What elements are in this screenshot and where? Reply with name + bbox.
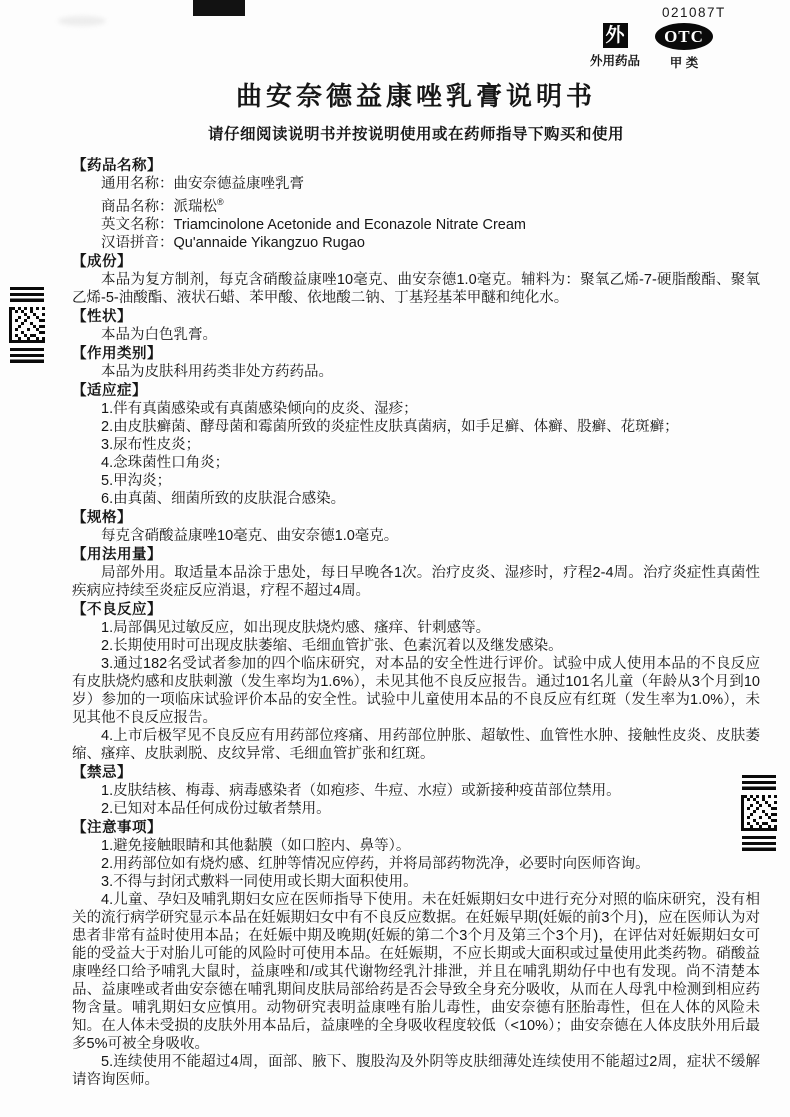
- paragraph: 本品为皮肤科用药类非处方药药品。: [101, 363, 333, 380]
- list-item: 2.已知对本品任何成份过敏者禁用。: [101, 800, 331, 817]
- section-dosage: [72, 546, 760, 600]
- list-item: 3.不得与封闭式敷料一同使用或长期大面积使用。: [101, 873, 418, 890]
- section-indications: [72, 382, 760, 508]
- list-item: 1.伴有真菌感染或有真菌感染倾向的皮炎、湿疹；: [101, 400, 418, 417]
- paragraph: 每克含硝酸益康唑10毫克、曲安奈德1.0毫克。: [101, 527, 399, 544]
- generic-name-row: 通用名称：曲安奈德益康唑乳膏: [101, 176, 304, 192]
- list-item: 4.念珠菌性口角炎；: [101, 454, 230, 471]
- section-heading: 【注意事项】: [72, 819, 162, 836]
- section-contraindications: [72, 764, 760, 818]
- otc-class-label: 甲 类: [669, 56, 699, 70]
- english-name-row: 英文名称：Triamcinolone Acetonide and Econazole Nitrate Cream: [101, 216, 526, 233]
- section-heading: 【禁忌】: [72, 764, 132, 781]
- list-item: 3.通过182名受试者参加的四个临床研究，对本品的安全性进行评价。试验中成人使用本品的不良反应有皮肤烧灼感和皮肤刺激（发生率均为1.6%），未见其他不良反应报告。通过101名儿童（年龄从3个月到10岁）参加的一项临床试验评价本品的安全性。试验中儿童使用本品的不良反应有红斑（发生率为1.0%），未见其他不良反应报告。: [72, 655, 760, 726]
- list-item: 5.甲沟炎；: [101, 472, 172, 489]
- list-item: 1.局部偶见过敏反应，如出现皮肤烧灼感、瘙痒、针刺感等。: [101, 619, 491, 636]
- section-heading: 【性状】: [72, 308, 132, 325]
- page-subtitle: 请仔细阅读说明书并按说明使用或在药师指导下购买和使用: [207, 126, 624, 143]
- barcode-stripes-icon: [742, 775, 776, 790]
- brand-name-row: 商品名称：派瑞松®: [101, 197, 224, 215]
- paragraph: 本品为复方制剂，每克含硝酸益康唑10毫克、曲安奈德1.0毫克。辅料为：聚氧乙烯-7-硬脂酸酯、聚氧乙烯-5-油酸酯、液状石蜡、苯甲酸、依地酸二钠、丁基羟基苯甲醚和纯化水。: [72, 271, 760, 306]
- section-heading: 【成份】: [72, 253, 132, 270]
- header-badges: [586, 5, 726, 71]
- section-heading: 【适应症】: [72, 382, 147, 399]
- list-item: 2.用药部位如有烧灼感、红肿等情况应停药，并将局部药物洗净，必要时向医师咨询。: [101, 855, 650, 872]
- barcode-right: [740, 775, 778, 853]
- section-heading: 【药品名称】: [72, 158, 162, 174]
- section-heading: 【作用类别】: [72, 345, 162, 362]
- list-item: 3.尿布性皮炎；: [101, 436, 201, 453]
- list-item: 6.由真菌、细菌所致的皮肤混合感染。: [101, 490, 346, 507]
- badge-row: [586, 23, 726, 71]
- datamatrix-icon: [741, 795, 777, 831]
- barcode-stripes-icon: [742, 836, 776, 853]
- barcode-left: [8, 287, 46, 365]
- list-item: 4.儿童、孕妇及哺乳期妇女应在医师指导下使用。未在妊娠期妇女中进行充分对照的临床研究，没有相关的流行病学研究显示本品在妊娠期妇女中有不良反应数据。在妊娠早期(妊娠的前3个月)，应在医师认为对患者非常有益时使用本品；在妊娠中期及晚期(妊娠的第二个3个月及第三个3个月)，在评估对妊娠期妇女可能的受益大于对胎儿可能的风险时可使用本品。在妊娠期，不应长期或大面积或过量使用此类药物。硝酸益康唑经口给予哺乳大鼠时，益康唑和/或其代谢物经乳汁排泄，并且在哺乳期幼仔中也有发现。尚不清楚本品、益康唑或者曲安奈德在哺乳期间皮肤局部给药是否会导致全身充分吸收，从而在人母乳中检测到相应药物含量。哺乳期妇女应慎用。动物研究表明益康唑有胎儿毒性，曲安奈德有胚胎毒性，但在人体的风险未知。在人体未受损的皮肤外用本品后，益康唑的全身吸收程度较低（<10%）；曲安奈德在人体皮肤外用后最多5%可被全身吸收。: [72, 891, 760, 1052]
- scan-mark: [193, 0, 245, 16]
- list-item: 2.由皮肤癣菌、酵母菌和霉菌所致的炎症性皮肤真菌病，如手足癣、体癣、股癣、花斑癣；: [101, 418, 679, 435]
- otc-icon: OTC: [655, 23, 713, 50]
- section-drug-name: [72, 157, 760, 252]
- external-use-icon: 外: [603, 23, 628, 48]
- section-description: [72, 308, 760, 344]
- list-item: 4.上市后极罕见不良反应有用药部位疼痛、用药部位肿胀、超敏性、血管性水肿、接触性皮炎、皮肤萎缩、瘙痒、皮肤剥脱、皮纹异常、毛细血管扩张和红斑。: [72, 727, 760, 762]
- external-use-badge: [586, 23, 644, 71]
- section-category: [72, 345, 760, 381]
- otc-badge: [650, 23, 718, 71]
- pinyin-name-row: 汉语拼音：Qu'annaide Yikangzuo Rugao: [101, 234, 365, 251]
- approval-code: 021087T: [662, 5, 726, 20]
- section-heading: 【不良反应】: [72, 601, 162, 618]
- list-item: 1.皮肤结核、梅毒、病毒感染者（如疱疹、牛痘、水痘）或新接种疫苗部位禁用。: [101, 782, 621, 799]
- paragraph: 局部外用。取适量本品涂于患处，每日早晚各1次。治疗皮炎、湿疹时，疗程2-4周。治疗炎症性真菌性疾病应持续至炎症反应消退，疗程不超过4周。: [72, 564, 760, 599]
- section-ingredients: [72, 253, 760, 307]
- page-title: 曲安奈德益康唑乳膏说明书: [235, 81, 596, 111]
- section-adverse-reactions: [72, 601, 760, 763]
- section-heading: 【用法用量】: [72, 546, 162, 563]
- registered-mark: ®: [217, 197, 224, 207]
- barcode-stripes-icon: [10, 287, 44, 302]
- list-item: 5.连续使用不能超过4周，面部、腋下、腹股沟及外阴等皮肤细薄处连续使用不能超过2周，症状不缓解请咨询医师。: [72, 1053, 760, 1088]
- section-heading: 【规格】: [72, 509, 132, 526]
- scan-smudge: [58, 16, 106, 26]
- datamatrix-icon: [9, 307, 45, 343]
- list-item: 1.避免接触眼睛和其他黏膜（如口腔内、鼻等）。: [101, 837, 411, 854]
- section-precautions: [72, 819, 760, 1089]
- paragraph: 本品为白色乳膏。: [101, 326, 217, 343]
- external-use-label: 外用药品: [589, 54, 640, 68]
- section-strength: [72, 509, 760, 545]
- list-item: 2.长期使用时可出现皮肤萎缩、毛细血管扩张、色素沉着以及继发感染。: [101, 637, 563, 654]
- barcode-stripes-icon: [10, 348, 44, 365]
